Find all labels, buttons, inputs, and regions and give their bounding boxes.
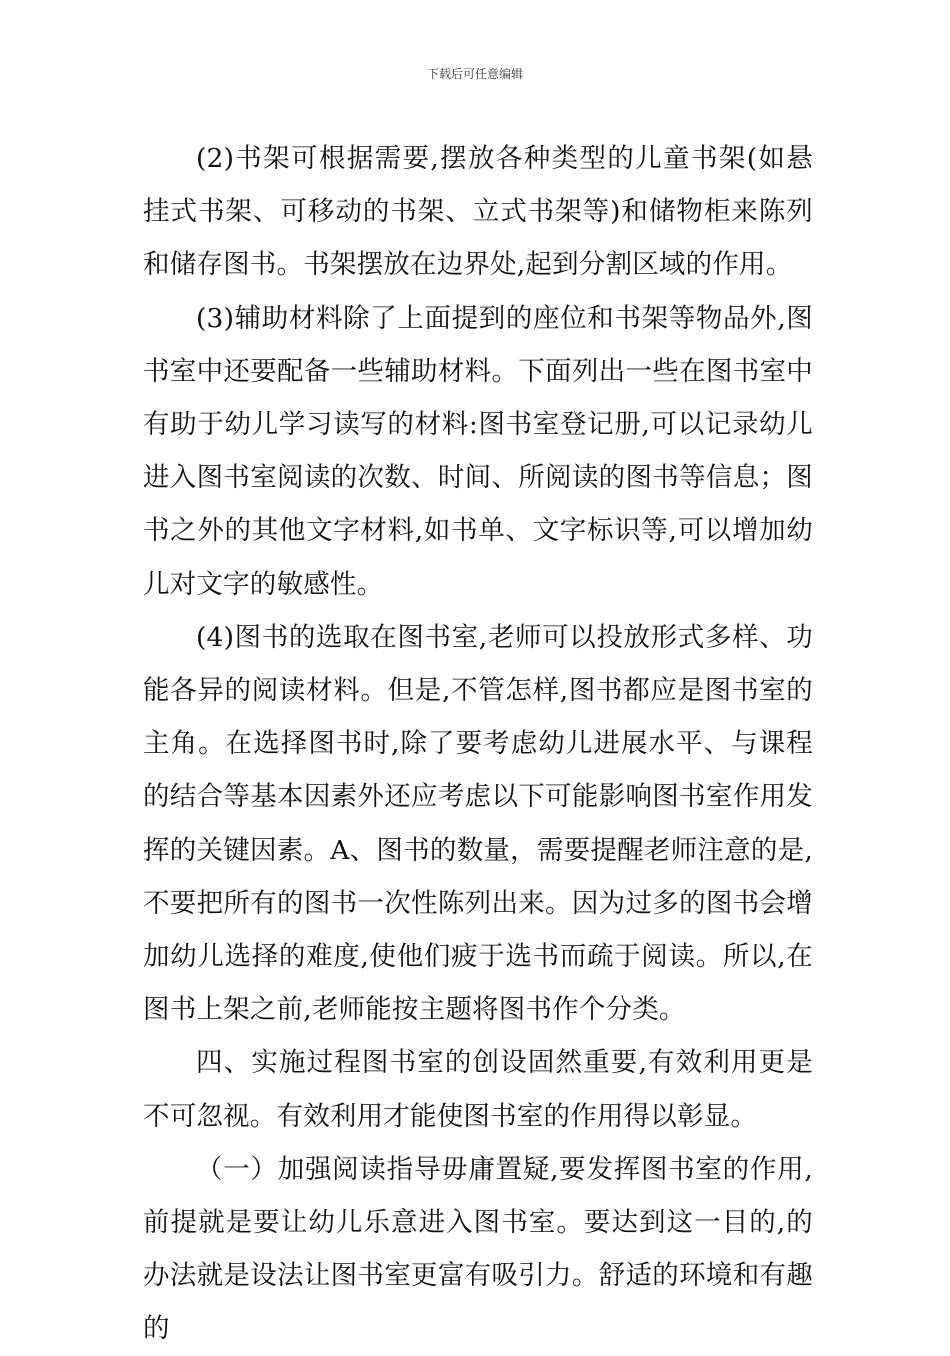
page-header: 下载后可任意编辑 (426, 67, 523, 81)
paragraph-book-selection: (4)图书的选取在图书室,老师可以投放形式多样、功能各异的阅读材料。但是,不管怎样,图书都应是图书室的主角。在选择图书时,除了要考虑幼儿进展水平、与课程的结合等基本因素外还应考虑以下可能影响图书室作用发挥的关键因素。A、图书的数量，需要提醒老师注意的是,不要把所有的图书一次性陈列出来。因为过多的图书会增加幼儿选择的难度,使他们疲于选书而疏于阅读。所以,在图书上架之前,老师能按主题将图书作个分类。 (143, 621, 813, 1026)
document-body (143, 132, 813, 1356)
paragraph-bookshelf: (2)书架可根据需要,摆放各种类型的儿童书架(如悬挂式书架、可移动的书架、立式书架等)和储物柜来陈列和储存图书。书架摆放在边界处,起到分割区域的作用。 (143, 143, 813, 281)
paragraph-implementation: 四、实施过程图书室的创设固然重要,有效利用更是不可忽视。有效利用才能使图书室的作用得以彰显。 (143, 1047, 813, 1132)
paragraph-auxiliary-materials: (3)辅助材料除了上面提到的座位和书架等物品外,图书室中还要配备一些辅助材料。下面列出一些在图书室中有助于幼儿学习读写的材料:图书室登记册,可以记录幼儿进入图书室阅读的次数、时间、所阅读的图书等信息；图书之外的其他文字材料,如书单、文字标识等,可以增加幼儿对文字的敏感性。 (143, 302, 813, 600)
paragraph-reading-guidance: （一）加强阅读指导毋庸置疑,要发挥图书室的作用,前提就是要让幼儿乐意进入图书室。要达到这一目的,的办法就是设法让图书室更富有吸引力。舒适的环境和有趣的 (143, 1153, 813, 1345)
